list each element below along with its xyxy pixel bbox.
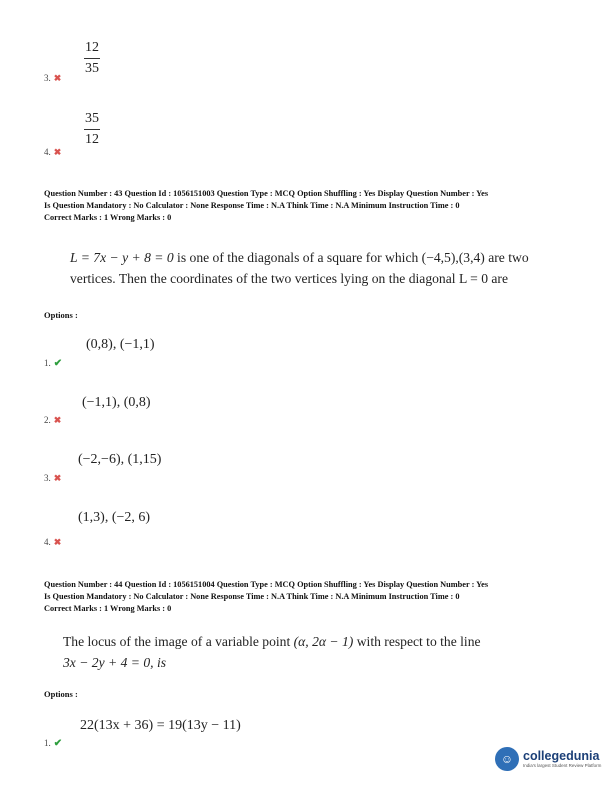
q44-line-equation: 3x − 2y + 4 = 0, is	[63, 655, 167, 670]
q44-meta-line1: Question Number : 44 Question Id : 1056151004 Question Type : MCQ Option Shuffling : Yes Display Question Number : Yes	[44, 580, 489, 589]
q43-option-2-number: 2. ✖	[44, 414, 62, 425]
q43-meta-line1: Question Number : 43 Question Id : 1056151003 Question Type : MCQ Option Shuffling : Yes Display Question Number : Yes	[44, 189, 489, 198]
fraction-numerator: 35	[85, 111, 99, 126]
q43-text-line1: L = 7x − y + 8 = 0 is one of the diagonals of a square for which (−4,5),(3,4) are two	[70, 250, 529, 265]
q44-variable-point: (α, 2α − 1)	[293, 634, 354, 649]
cross-icon: ✖	[53, 536, 62, 547]
q43-marks: Correct Marks : 1 Wrong Marks : 0	[44, 213, 172, 222]
logo-tagline: India's largest Student Review Platform	[523, 762, 602, 768]
q43-diagonal-equation: L = 7x − y + 8 = 0	[70, 250, 174, 265]
q43-options-label: Options :	[44, 310, 78, 320]
fraction-bar	[84, 129, 100, 130]
q44-option-1-number: 1. ✔	[44, 737, 63, 749]
q43-option-4-value: (1,3), (−2, 6)	[78, 510, 151, 525]
q43-option-3-value: (−2,−6), (1,15)	[78, 452, 162, 467]
q44-text-line1: The locus of the image of a variable point (α, 2α − 1) with respect to the line	[63, 634, 481, 649]
q43-option-1-value: (0,8), (−1,1)	[86, 337, 155, 352]
logo-mascot-icon: ☺	[495, 747, 519, 771]
q43-option-2-value: (−1,1), (0,8)	[82, 395, 151, 410]
check-icon: ✔	[53, 737, 63, 749]
collegedunia-logo	[495, 747, 601, 771]
cross-icon: ✖	[53, 72, 62, 83]
prev-option-3-number: 3. ✖	[44, 72, 62, 83]
q44-options-label: Options :	[44, 689, 78, 699]
q43-option-3-number: 3. ✖	[44, 472, 62, 483]
prev-option-3-fraction	[84, 40, 100, 77]
cross-icon: ✖	[53, 414, 62, 425]
q44-marks: Correct Marks : 1 Wrong Marks : 0	[44, 604, 172, 613]
logo-name: collegedunia	[523, 748, 600, 763]
prev-option-4-number: 4. ✖	[44, 146, 62, 157]
q44-meta-line2: Is Question Mandatory : No Calculator : None Response Time : N.A Think Time : N.A Minimum Instruction Time : 0	[44, 592, 460, 601]
fraction-bar	[84, 58, 100, 59]
q44-option-1-value: 22(13x + 36) = 19(13y − 11)	[80, 718, 241, 733]
prev-option-4-fraction	[84, 111, 100, 148]
q43-option-4-number: 4. ✖	[44, 536, 62, 547]
q43-text-line2: vertices. Then the coordinates of the two vertices lying on the diagonal L = 0 are	[70, 271, 508, 286]
q43-option-1-number: 1. ✔	[44, 357, 63, 369]
cross-icon: ✖	[53, 472, 62, 483]
fraction-denominator: 12	[85, 132, 99, 147]
q43-meta-line2: Is Question Mandatory : No Calculator : None Response Time : N.A Think Time : N.A Minimum Instruction Time : 0	[44, 201, 460, 210]
cross-icon: ✖	[53, 146, 62, 157]
fraction-numerator: 12	[85, 40, 99, 55]
q43-given-points: (−4,5),(3,4)	[421, 250, 485, 265]
q44-text-line2	[63, 652, 166, 674]
check-icon: ✔	[53, 357, 63, 369]
fraction-denominator: 35	[85, 61, 99, 76]
